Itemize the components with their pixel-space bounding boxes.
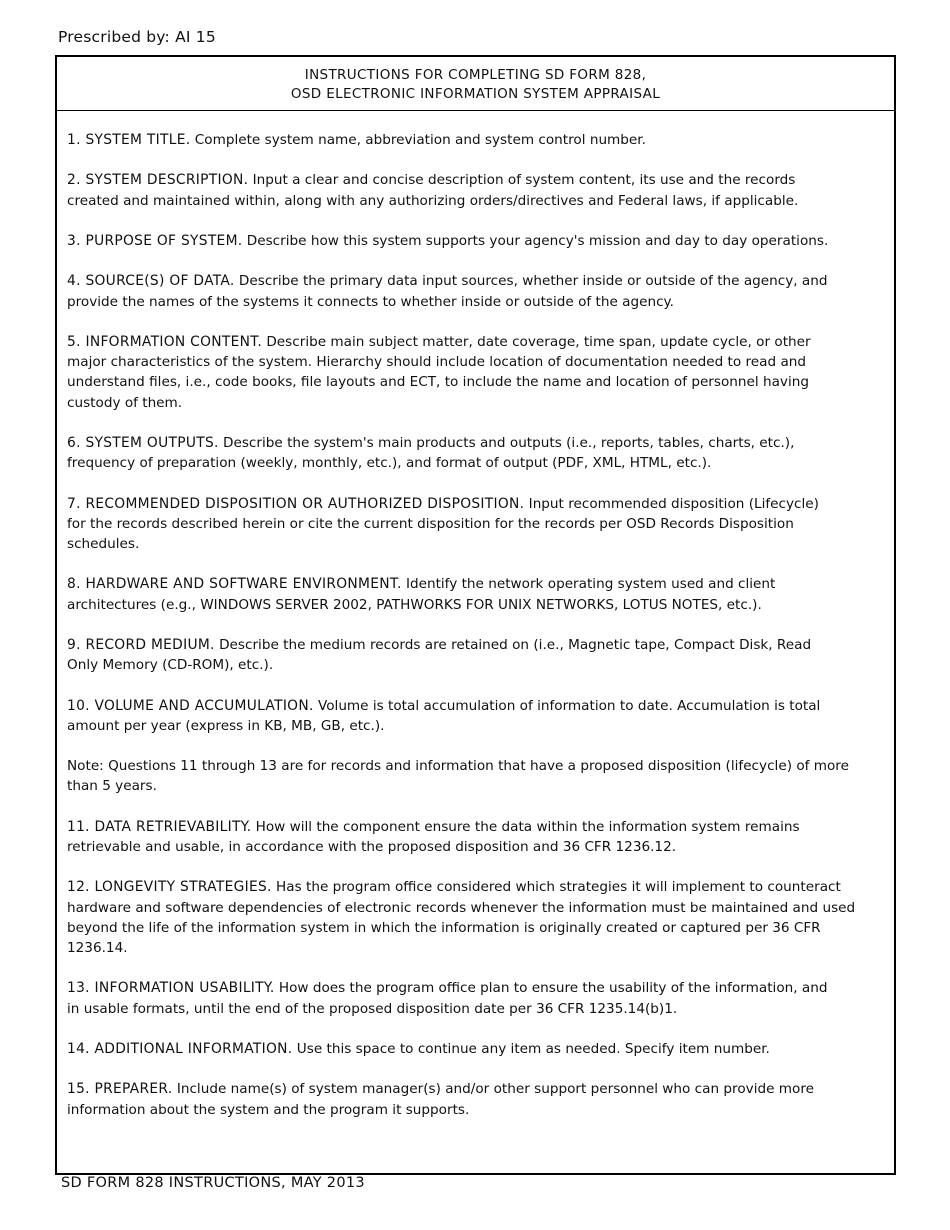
- instruction-item-5: [67, 332, 884, 413]
- prescribed-by-label: Prescribed by: AI 15: [58, 28, 216, 46]
- item-text: Include name(s) of system manager(s) and/or other support personnel who can provide more information about the system and the program it supports.: [67, 1081, 814, 1118]
- instruction-item-7: [67, 494, 884, 555]
- item-title: 9. RECORD MEDIUM.: [67, 636, 215, 653]
- item-text: Has the program office considered which strategies it will implement to counteract hardware and software dependencies of electronic records whenever the information must be maintained and used beyond the life of the information system in which the information is originally created or captured per 36 CFR 1236.14.: [67, 879, 856, 956]
- item-text: Describe main subject matter, date coverage, time span, update cycle, or other major characteristics of the system. Hierarchy should include location of documentation needed to read and understand files, i.e., code books, file layouts and ECT, to include the name and location of personnel having custody of them.: [67, 333, 811, 411]
- instruction-note: [67, 756, 884, 796]
- instruction-item-15: [67, 1079, 884, 1119]
- item-text: Describe the system's main products and outputs (i.e., reports, tables, charts, etc.), frequency of preparation (weekly, monthly, etc.), and format of output (PDF, XML, HTML, etc.).: [67, 434, 795, 472]
- item-title: 6. SYSTEM OUTPUTS.: [67, 434, 219, 451]
- item-title: 14. ADDITIONAL INFORMATION.: [67, 1040, 293, 1057]
- item-text: Input a clear and concise description of system content, its use and the records created and maintained within, along with any authorizing orders/directives and Federal laws, if applicable.: [67, 172, 799, 209]
- item-text: Use this space to continue any item as needed. Specify item number.: [292, 1040, 770, 1057]
- item-title: 5. INFORMATION CONTENT.: [67, 333, 263, 350]
- item-title: 1. SYSTEM TITLE.: [67, 132, 191, 148]
- instruction-item-6: [67, 433, 884, 473]
- form-title-line-1: INSTRUCTIONS FOR COMPLETING SD FORM 828,: [304, 67, 647, 83]
- instruction-item-3: [67, 231, 884, 251]
- item-text: How will the component ensure the data within the information system remains retrievable and usable, in accordance with the proposed disposition and 36 CFR 1236.12.: [67, 818, 800, 855]
- instruction-item-13: [67, 978, 884, 1018]
- item-text: Describe how this system supports your agency's mission and day to day operations.: [242, 232, 829, 249]
- item-text: Volume is total accumulation of information to date. Accumulation is total amount per year (express in KB, MB, GB, etc.).: [67, 697, 821, 734]
- form-header: [57, 57, 894, 111]
- item-text: Note: Questions 11 through 13 are for records and information that have a proposed disposition (lifecycle) of more than 5 years.: [67, 758, 849, 795]
- instruction-item-11: [67, 817, 884, 857]
- instruction-item-8: [67, 574, 884, 614]
- instructions-list: [57, 111, 894, 1120]
- item-text: Describe the medium records are retained on (i.e., Magnetic tape, Compact Disk, Read Only Memory (CD-ROM), etc.).: [67, 636, 812, 674]
- form-footer: SD FORM 828 INSTRUCTIONS, MAY 2013: [61, 1175, 365, 1191]
- instruction-item-14: [67, 1039, 884, 1059]
- item-title: 8. HARDWARE AND SOFTWARE ENVIRONMENT.: [67, 576, 402, 593]
- item-title: 3. PURPOSE OF SYSTEM.: [67, 232, 243, 249]
- item-text: How does the program office plan to ensure the usability of the information, and in usable formats, until the end of the proposed disposition date per 36 CFR 1235.14(b)1.: [67, 980, 828, 1017]
- item-text: Input recommended disposition (Lifecycle) for the records described herein or cite the current disposition for the records per OSD Records Disposition schedules.: [67, 495, 819, 552]
- item-title: 15. PREPARER.: [67, 1081, 173, 1098]
- instruction-item-12: [67, 877, 884, 958]
- item-title: 11. DATA RETRIEVABILITY.: [67, 818, 252, 835]
- instruction-item-4: [67, 271, 884, 311]
- instruction-item-9: [67, 635, 884, 675]
- item-text: Complete system name, abbreviation and system control number.: [190, 132, 646, 148]
- item-text: Describe the primary data input sources, whether inside or outside of the agency, and provide the names of the systems it connects to whether inside or outside of the agency.: [67, 273, 828, 310]
- item-title: 10. VOLUME AND ACCUMULATION.: [67, 697, 314, 714]
- instruction-item-10: [67, 696, 884, 736]
- item-title: 7. RECOMMENDED DISPOSITION OR AUTHORIZED DISPOSITION.: [67, 495, 525, 512]
- item-text: Identify the network operating system used and client architectures (e.g., WINDOWS SERVER 2002, PATHWORKS FOR UNIX NETWORKS, LOTUS NOTES, etc.).: [67, 576, 776, 613]
- instruction-item-1: [67, 130, 884, 150]
- instructions-form: [55, 55, 896, 1175]
- form-title-line-2: OSD ELECTRONIC INFORMATION SYSTEM APPRAISAL: [290, 85, 661, 102]
- item-title: 13. INFORMATION USABILITY.: [67, 980, 275, 997]
- item-title: 4. SOURCE(S) OF DATA.: [67, 273, 235, 290]
- item-title: 12. LONGEVITY STRATEGIES.: [67, 879, 272, 896]
- item-title: 2. SYSTEM DESCRIPTION.: [67, 172, 249, 189]
- instruction-item-2: [67, 170, 884, 210]
